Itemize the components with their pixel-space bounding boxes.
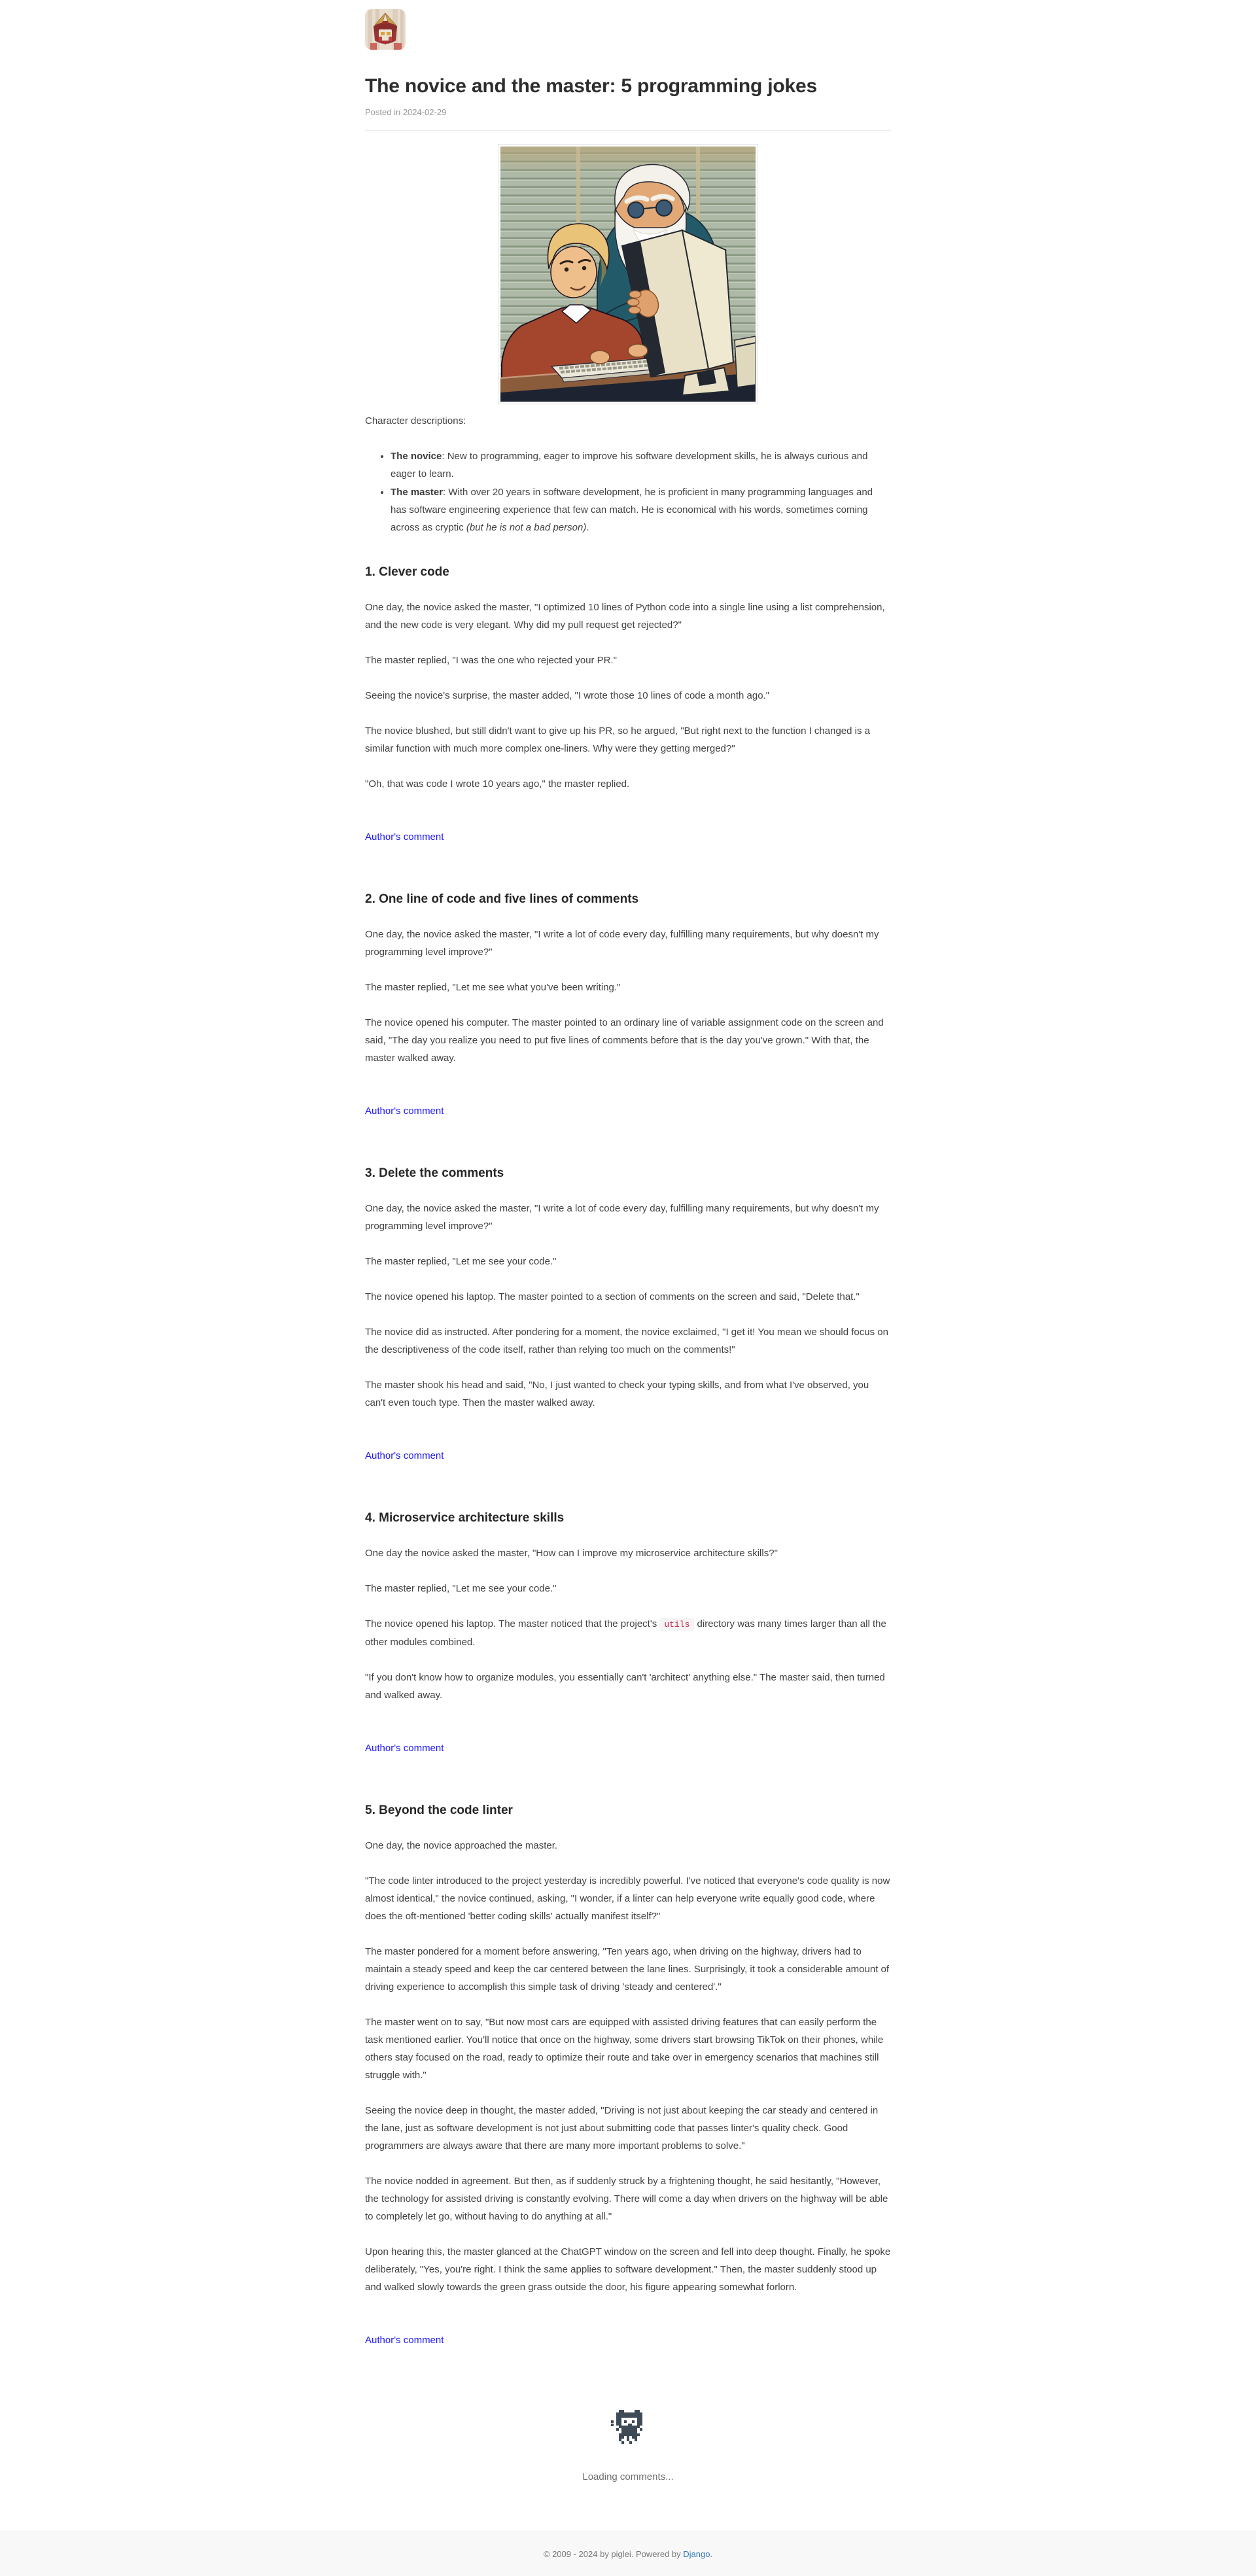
section-heading: 3. Delete the comments [365,1166,504,1180]
section-microservice-architecture [365,1510,891,1775]
paragraph: One day, the novice approached the master. [365,1840,558,1851]
paragraph: The novice did as instructed. After pondering for a moment, the novice exclaimed, "I get it! You mean we should focus on the descriptiveness of the code itself, rather than relying too much on the comments!" [365,1327,888,1355]
loading-comments-text: Loading comments... [582,2471,674,2482]
authors-comment-link[interactable]: Author's comment [365,1743,444,1754]
paragraph: One day, the novice asked the master, "I optimized 10 lines of Python code into a single line using a list comprehension, and the new code is very elegant. Why did my pull request get rejected?" [365,602,885,631]
section-heading: 2. One line of code and five lines of comments [365,892,639,906]
section-one-line-of-code [365,891,891,1138]
site-footer: © 2009 - 2024 by piglei. Powered by Django. [0,2532,1256,2576]
comments-area [365,2410,891,2486]
paragraph: The master replied, "Let me see your code." [365,1583,557,1594]
authors-comment-link[interactable]: Author's comment [365,2335,444,2346]
paragraph-with-code: The novice opened his laptop. The master noticed that the project's utils directory was many times larger than all the other modules combined. [365,1618,886,1648]
list-item: • The master: With over 20 years in software development, he is proficient in many programming languages and has software engineering experience that few can match. He is economical with his words, sometimes coming across as cryptic (but he is not a bad person). [391,483,891,536]
paragraph: Upon hearing this, the master glanced at the ChatGPT window on the screen and fell into deep thought. Finally, he spoke deliberately, "Yes, you're right. I think the same applies to software development." Then, the master suddenly stood up and walked slowly towards the green grass outside the door, his figure appearing somewhat forlorn. [365,2246,891,2293]
section-beyond-the-code-linter [365,1802,891,2367]
paragraph: The novice opened his laptop. The master pointed to a section of comments on the screen and said, "Delete that." [365,1291,860,1302]
django-link[interactable]: Django [683,2549,710,2559]
master-term: The master [391,487,444,498]
authors-comment-link[interactable]: Author's comment [365,1105,444,1117]
paragraph: The novice blushed, but still didn't want to give up his PR, so he argued, "But right next to the function I changed is a similar function with much more complex one-liners. Why were they getting merged?" [365,725,870,754]
section-heading: 1. Clever code [365,565,449,579]
paragraph: The master pondered for a moment before answering, "Ten years ago, when driving on the highway, drivers had to maintain a steady speed and keep the car centered between the lane lines. Surprisingly, it took a considerable amount of driving experience to accomplish this simple task of driving 'steady and centered'." [365,1946,890,1993]
inline-code-utils: utils [659,1618,694,1631]
authors-comment-link[interactable]: Author's comment [365,831,444,843]
novice-term: The novice [391,451,442,462]
post-date: Posted in 2024-02-29 [365,107,447,117]
paragraph: The master replied, "Let me see your code." [365,1256,557,1267]
post-title: The novice and the master: 5 programming jokes [365,75,817,97]
paragraph: "If you don't know how to organize modules, you essentially can't 'architect' anything else." The master said, then turned and walked away. [365,1672,885,1701]
section-delete-the-comments [365,1165,891,1482]
paragraph: "The code linter introduced to the project yesterday is incredibly powerful. I've noticed that everyone's code quality is now almost identical," the novice continued, asking, "I wonder, if a linter can help everyone write equally good code, where does the oft-mentioned 'better coding skills' actually manifest itself?" [365,1875,890,1922]
robot-logo-icon [365,9,406,50]
post-illustration [498,144,758,404]
paragraph: Seeing the novice deep in thought, the master added, "Driving is not just about keeping the car steady and centered in the lane, just as software development is not just about submitting code that passes linter's quality check. Good programmers are always aware that there are many more important problems to solve." [365,2105,879,2151]
list-item: • The novice: New to programming, eager to improve his software development skills, he is always curious and eager to learn. [391,447,891,483]
cat-pixel-icon [611,2410,645,2446]
section-heading: 4. Microservice architecture skills [365,1511,565,1525]
paragraph: One day, the novice asked the master, "I write a lot of code every day, fulfilling many requirements, but why doesn't my programming level improve?" [365,929,879,958]
paragraph: Seeing the novice's surprise, the master added, "I wrote those 10 lines of code a month ago." [365,690,770,701]
paragraph: The novice nodded in agreement. But then, as if suddenly struck by a frightening thought, he said hesitantly, "However, the technology for assisted driving is constantly evolving. There will come a day when drivers on the highway will be able to completely let go, without having to do anything at all." [365,2176,888,2222]
paragraph: "Oh, that was code I wrote 10 years ago," the master replied. [365,778,630,790]
section-clever-code [365,564,891,863]
character-list [365,447,891,536]
paragraph: The master shook his head and said, "No, I just wanted to check your typing skills, and from what I've observed, you can't even touch type. Then the master walked away. [365,1380,869,1408]
paragraph: The master went on to say, "But now most cars are equipped with assisted driving features that can easily perform the task mentioned earlier. You'll notice that once on the highway, some drivers start browsing TikTok on their phones, while others stay focused on the road, ready to optimize their route and take over in emergency scenarios that machines still struggle with." [365,2017,884,2081]
header-divider [365,130,891,131]
section-heading: 5. Beyond the code linter [365,1803,513,1817]
authors-comment-link[interactable]: Author's comment [365,1450,444,1461]
paragraph: The novice opened his computer. The master pointed to an ordinary line of variable assignment code on the screen and said, "The day you realize you need to put five lines of comments before that is the day you've grown." With that, the master walked away. [365,1017,884,1064]
paragraph: The master replied, "Let me see what you've been writing." [365,982,621,993]
character-descriptions-lead: Character descriptions: [365,415,466,426]
paragraph: One day, the novice asked the master, "I write a lot of code every day, fulfilling many requirements, but why doesn't my programming level improve?" [365,1203,879,1232]
paragraph: The master replied, "I was the one who rejected your PR." [365,655,617,666]
page-container [365,0,891,2486]
copyright-text: © 2009 - 2024 by piglei. Powered by [543,2549,684,2559]
paragraph: One day the novice asked the master, "How can I improve my microservice architecture skills?" [365,1548,778,1559]
site-logo[interactable] [365,9,406,50]
